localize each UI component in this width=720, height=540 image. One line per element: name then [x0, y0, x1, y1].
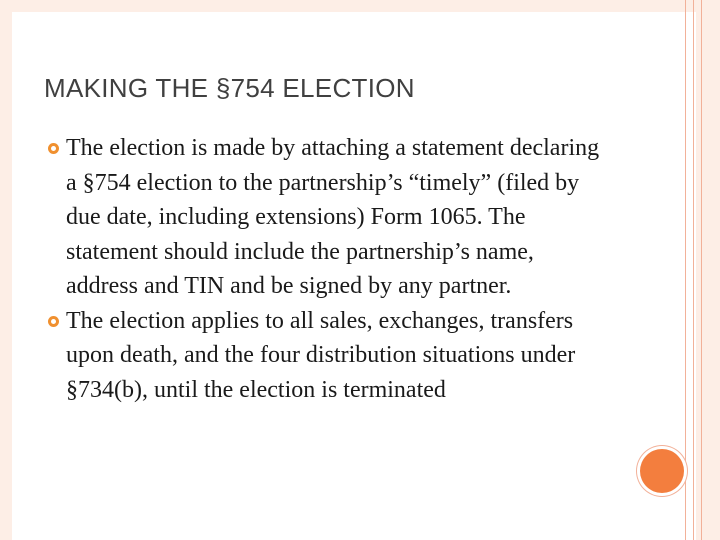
- decorative-line: [701, 0, 702, 540]
- decorative-circle-icon: [640, 449, 684, 493]
- bullet-item: [48, 131, 608, 304]
- bullet-text: The election applies to all sales, exchanges, transfers upon death, and the four distribution situations under §734(b), until the election is terminated: [66, 307, 576, 403]
- bullet-list: [48, 131, 608, 407]
- decorative-line: [685, 0, 686, 540]
- slide-title: MAKING THE §754 ELECTION: [44, 73, 415, 103]
- decorative-line: [693, 0, 694, 540]
- orange-ring-bullet-icon: [48, 316, 59, 327]
- bullet-text: The election is made by attaching a statement declaring a §754 election to the partnership’s “timely” (filed by due date, including extensions) Form 1065. The statement should include the partnership’s name, address and TIN and be signed by any partner.: [66, 135, 600, 299]
- bullet-item: [48, 304, 608, 408]
- orange-ring-bullet-icon: [48, 143, 59, 154]
